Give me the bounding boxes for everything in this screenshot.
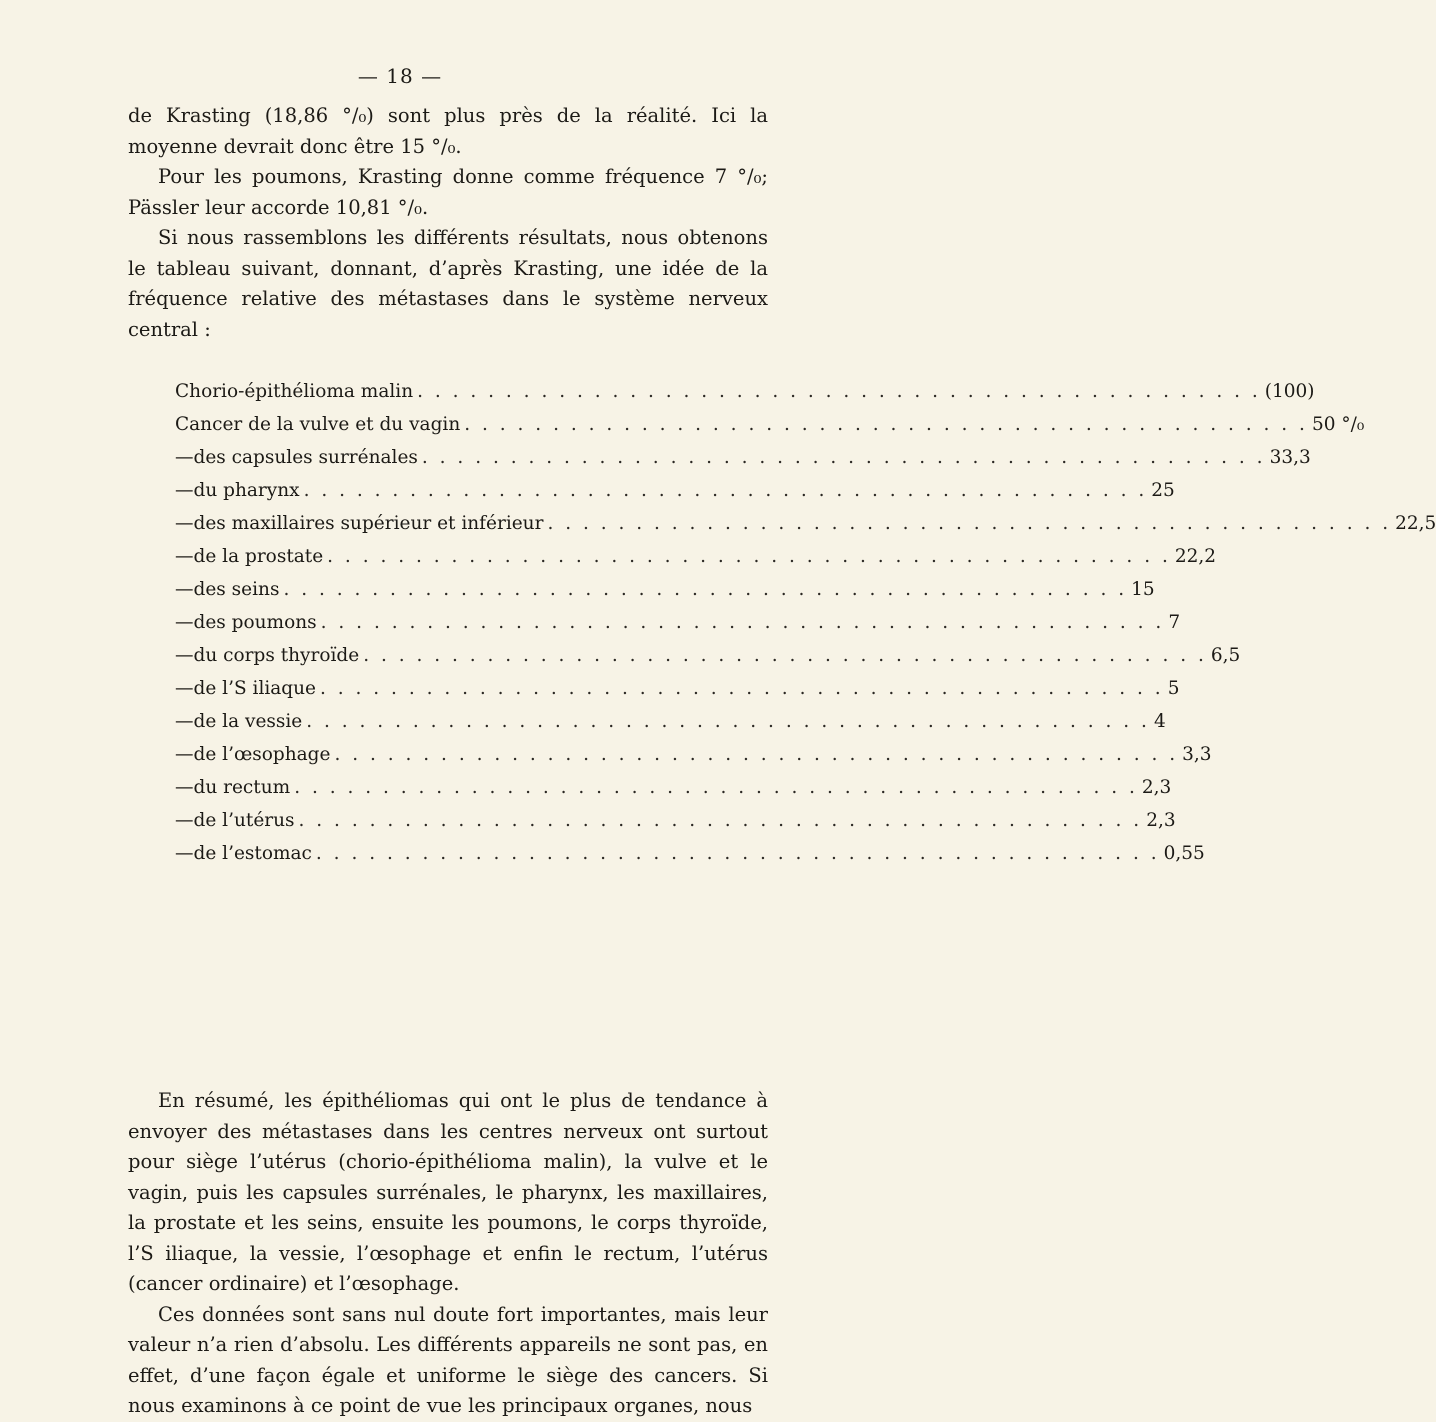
table-row bbox=[175, 447, 1311, 480]
table-row bbox=[175, 777, 1172, 810]
table-row bbox=[175, 612, 1181, 645]
ditto-dash: — bbox=[175, 777, 194, 798]
row-value: 22,2 bbox=[1174, 546, 1217, 567]
paragraph-text: En résumé, les épithéliomas qui ont le plus de tendance à envoyer des métastases dans les centres nerveux ont surtout pour siège l’utérus (chorio-épithélioma malin), la vulve et le vagin, puis les capsules surrénales, le pharynx, les maxillaires, la prostate et les seins, ensuite les poumons, le corps thyroïde, l’S iliaque, la vessie, l’œsophage et enfin le rectum, l’utérus (cancer ordinaire) et l’œsophage. bbox=[128, 1089, 768, 1295]
row-label: des seins bbox=[193, 579, 280, 600]
dot-leader: . . . . . . . . . . . . . . . . . . . . . . . . . . . . . . . . . . . . . . . . . . . . . . . . bbox=[417, 381, 1261, 402]
ditto-dash: — bbox=[175, 480, 194, 501]
dot-leader: . . . . . . . . . . . . . . . . . . . . . . . . . . . . . . . . . . . . . . . . . . . . . . . . bbox=[334, 744, 1179, 765]
paragraph-text: de Krasting (18,86 °/₀) sont plus près de la réalité. Ici la moyenne devrait donc être 15 °/₀. bbox=[128, 104, 768, 158]
row-label: Chorio-épithélioma malin bbox=[175, 381, 414, 402]
ditto-dash: — bbox=[175, 810, 194, 831]
row-label: du rectum bbox=[193, 777, 291, 798]
dot-leader: . . . . . . . . . . . . . . . . . . . . . . . . . . . . . . . . . . . . . . . . . . . . . . . . bbox=[363, 645, 1207, 666]
ditto-dash: — bbox=[175, 645, 194, 666]
row-label: Cancer de la vulve et du vagin bbox=[175, 414, 461, 435]
dot-leader: . . . . . . . . . . . . . . . . . . . . . . . . . . . . . . . . . . . . . . . . . . . . . . . . bbox=[320, 678, 1164, 699]
dot-leader: . . . . . . . . . . . . . . . . . . . . . . . . . . . . . . . . . . . . . . . . . . . . . . . . bbox=[315, 843, 1160, 864]
paragraph bbox=[128, 223, 768, 345]
dot-leader: . . . . . . . . . . . . . . . . . . . . . . . . . . . . . . . . . . . . . . . . . . . . . . . . bbox=[421, 447, 1266, 468]
row-value: (100) bbox=[1264, 381, 1315, 402]
paragraph-text: Si nous rassemblons les différents résultats, nous obtenons le tableau suivant, donnant, d’après Krasting, une idée de la fréquence relative des métastases dans le système nerveux central : bbox=[128, 226, 768, 341]
ditto-dash: — bbox=[175, 711, 194, 732]
ditto-dash: — bbox=[175, 546, 194, 567]
dot-leader: . . . . . . . . . . . . . . . . . . . . . . . . . . . . . . . . . . . . . . . . . . . . . . . . bbox=[294, 777, 1138, 798]
row-label: de l’estomac bbox=[193, 843, 312, 864]
dot-leader: . . . . . . . . . . . . . . . . . . . . . . . . . . . . . . . . . . . . . . . . . . . . . . . . bbox=[303, 480, 1148, 501]
row-value: 2,3 bbox=[1141, 777, 1172, 798]
row-value: 15 bbox=[1131, 579, 1155, 600]
table-row bbox=[175, 645, 1241, 678]
row-value: 50 °/₀ bbox=[1311, 414, 1365, 435]
table-row bbox=[175, 711, 1166, 744]
row-label: des poumons bbox=[193, 612, 317, 633]
dot-leader: . . . . . . . . . . . . . . . . . . . . . . . . . . . . . . . . . . . . . . . . . . . . . . . . bbox=[306, 711, 1150, 732]
paragraph bbox=[128, 101, 768, 162]
paragraph bbox=[128, 1086, 768, 1300]
row-label: de la prostate bbox=[193, 546, 324, 567]
ditto-dash: — bbox=[175, 579, 194, 600]
page-number: — 18 — bbox=[357, 64, 443, 88]
dot-leader: . . . . . . . . . . . . . . . . . . . . . . . . . . . . . . . . . . . . . . . . . . . . . . . . bbox=[283, 579, 1128, 600]
row-label: de la vessie bbox=[193, 711, 303, 732]
table-row bbox=[175, 414, 1365, 447]
table-row bbox=[175, 480, 1175, 513]
table-row bbox=[175, 579, 1155, 612]
ditto-dash: — bbox=[175, 744, 194, 765]
table-row bbox=[175, 678, 1180, 711]
table-row bbox=[175, 513, 1436, 546]
row-value: 5 bbox=[1167, 678, 1180, 699]
table-row bbox=[175, 744, 1212, 777]
table-row bbox=[175, 810, 1176, 843]
row-label: du pharynx bbox=[193, 480, 300, 501]
row-label: de l’S iliaque bbox=[193, 678, 317, 699]
dot-leader: . . . . . . . . . . . . . . . . . . . . . . . . . . . . . . . . . . . . . . . . . . . . . . . . bbox=[320, 612, 1165, 633]
table-row bbox=[175, 546, 1217, 579]
row-value: 25 bbox=[1151, 480, 1175, 501]
paragraph-text: Pour les poumons, Krasting donne comme fréquence 7 °/₀; Pässler leur accorde 10,81 °/₀. bbox=[128, 165, 768, 219]
row-value: 3,3 bbox=[1182, 744, 1212, 765]
row-value: 7 bbox=[1168, 612, 1181, 633]
row-value: 22,5 bbox=[1395, 513, 1436, 534]
dot-leader: . . . . . . . . . . . . . . . . . . . . . . . . . . . . . . . . . . . . . . . . . . . . . . . . bbox=[547, 513, 1392, 534]
table-row bbox=[175, 381, 1315, 414]
dot-leader: . . . . . . . . . . . . . . . . . . . . . . . . . . . . . . . . . . . . . . . . . . . . . . . . bbox=[298, 810, 1143, 831]
row-label: des capsules surrénales bbox=[193, 447, 418, 468]
row-value: 2,3 bbox=[1146, 810, 1176, 831]
ditto-dash: — bbox=[175, 513, 194, 534]
paragraph bbox=[128, 162, 768, 223]
dot-leader: . . . . . . . . . . . . . . . . . . . . . . . . . . . . . . . . . . . . . . . . . . . . . . . . bbox=[327, 546, 1171, 567]
row-value: 4 bbox=[1153, 711, 1166, 732]
row-value: 0,55 bbox=[1163, 843, 1205, 864]
closing-text bbox=[128, 1086, 768, 1422]
ditto-dash: — bbox=[175, 678, 194, 699]
table-row bbox=[175, 843, 1205, 876]
dot-leader: . . . . . . . . . . . . . . . . . . . . . . . . . . . . . . . . . . . . . . . . . . . . . . . . bbox=[464, 414, 1308, 435]
ditto-dash: — bbox=[175, 612, 194, 633]
row-value: 33,3 bbox=[1269, 447, 1311, 468]
row-label: de l’utérus bbox=[193, 810, 295, 831]
metastasis-frequency-table bbox=[175, 381, 1436, 876]
row-label: de l’œsophage bbox=[193, 744, 331, 765]
intro-text bbox=[128, 101, 768, 345]
row-label: du corps thyroïde bbox=[193, 645, 360, 666]
paragraph bbox=[128, 1300, 768, 1422]
paragraph-text: Ces données sont sans nul doute fort importantes, mais leur valeur n’a rien d’absolu. Les différents appareils ne sont pas, en effet, d’une façon égale et uniforme le siège des cancers. Si nous examinons à ce point de vue les principaux organes, nous bbox=[128, 1302, 768, 1417]
ditto-dash: — bbox=[175, 447, 194, 468]
row-label: des maxillaires supérieur et inférieur bbox=[193, 513, 544, 534]
row-value: 6,5 bbox=[1210, 645, 1241, 666]
ditto-dash: — bbox=[175, 843, 194, 864]
